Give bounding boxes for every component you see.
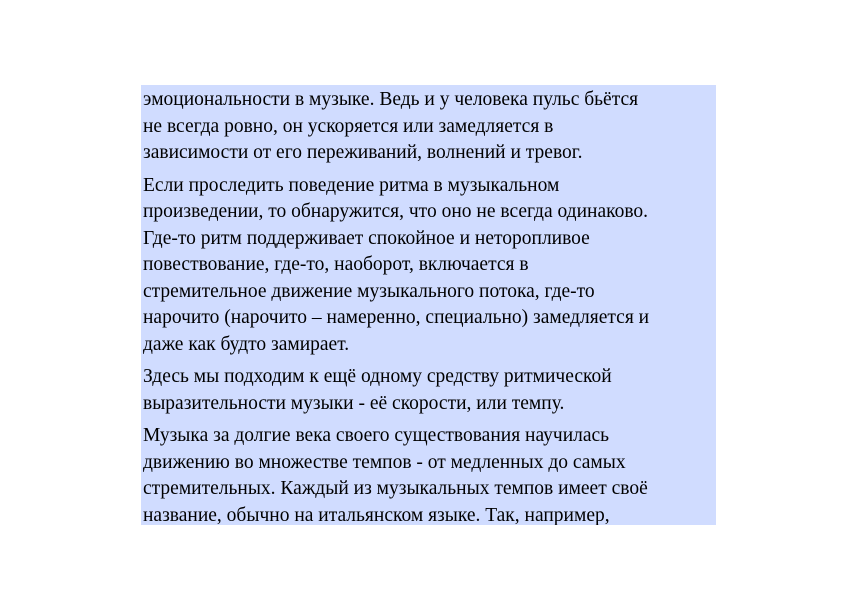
text-line: выразительности музыки - её скорости, или темпу. bbox=[143, 392, 565, 414]
paragraph-4 bbox=[143, 423, 714, 525]
paragraph-3 bbox=[143, 364, 714, 417]
text-line: Где-то ритм поддерживает спокойное и неторопливое bbox=[143, 227, 590, 249]
text-line: зависимости от его переживаний, волнений и тревог. bbox=[143, 142, 583, 163]
text-line: Музыка за долгие века своего существования научилась bbox=[143, 425, 610, 446]
text-line: движению во множестве темпов - от медленных до самых bbox=[143, 451, 626, 473]
text-line: Здесь мы подходим к ещё одному средству ритмической bbox=[143, 366, 612, 387]
text-line: даже как будто замирает. bbox=[143, 333, 350, 355]
text-line: название, обычно на итальянском языке. Так, например, bbox=[143, 504, 610, 525]
text-block bbox=[141, 85, 716, 525]
text-line: эмоциональности в музыке. Ведь и у человека пульс бьётся bbox=[143, 89, 639, 110]
text-line: не всегда ровно, он ускоряется или замедляется в bbox=[143, 115, 554, 137]
text-line: Если проследить поведение ритма в музыкальном bbox=[143, 174, 560, 196]
text-line: повествование, где-то, наоборот, включается в bbox=[143, 254, 529, 275]
text-line: стремительных. Каждый из музыкальных темпов имеет своё bbox=[143, 478, 648, 499]
paragraph-2 bbox=[143, 173, 714, 359]
paragraph-1 bbox=[143, 87, 714, 167]
text-line: произведении, то обнаружится, что оно не всегда одинаково. bbox=[143, 201, 649, 222]
text-line: нарочито (нарочито – намеренно, специально) замедляется и bbox=[143, 307, 650, 328]
text-line: стремительное движение музыкального потока, где-то bbox=[143, 280, 595, 302]
